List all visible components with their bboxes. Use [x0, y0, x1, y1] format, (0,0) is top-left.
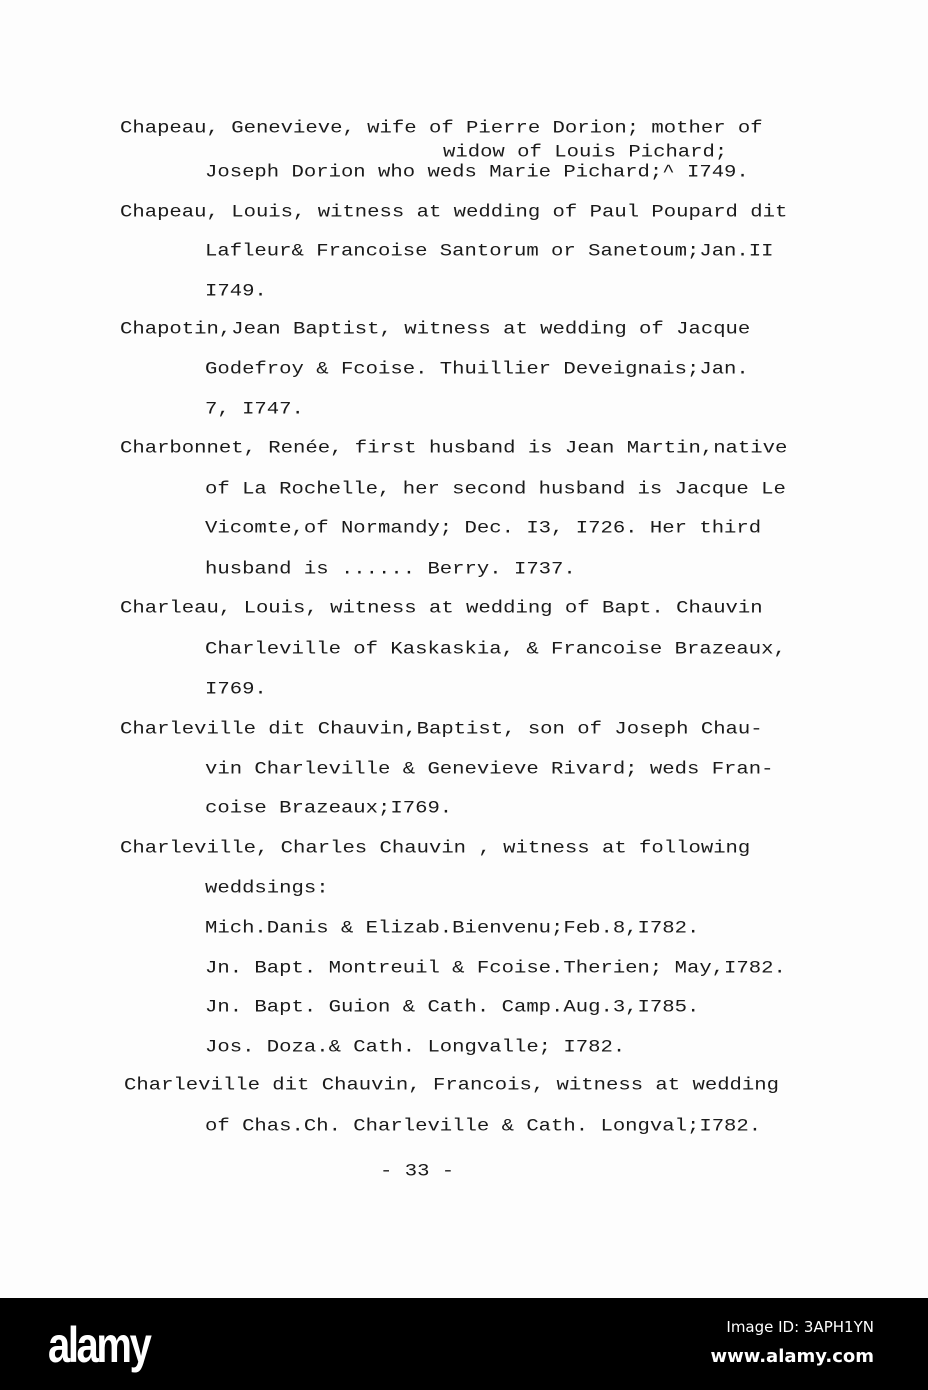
entry-line: of La Rochelle, her second husband is Jacque Le	[205, 479, 786, 500]
entry-line: Joseph Dorion who weds Marie Pichard;^ I749.	[205, 162, 749, 183]
entry-line: vin Charleville & Genevieve Rivard; weds Fran-	[205, 759, 774, 780]
entry-heading-line: Charbonnet, Renée, first husband is Jean Martin,native	[120, 438, 788, 459]
entry-line: of Chas.Ch. Charleville & Cath. Longval;I782.	[205, 1116, 762, 1137]
entry-line: Mich.Danis & Elizab.Bienvenu;Feb.8,I782.	[205, 918, 700, 939]
page-number: - 33 -	[380, 1161, 455, 1182]
entry-heading-line: Chapeau, Louis, witness at wedding of Paul Poupard dit	[120, 202, 788, 223]
entry-heading-line: Charleau, Louis, witness at wedding of Bapt. Chauvin	[120, 598, 763, 619]
entry-line: Jn. Bapt. Montreuil & Fcoise.Therien; May,I782.	[205, 958, 786, 979]
entry-line: Lafleur& Francoise Santorum or Sanetoum;Jan.II	[205, 241, 774, 262]
entry-heading-line: Charleville dit Chauvin,Baptist, son of Joseph Chau-	[120, 719, 763, 740]
entry-line: I749.	[205, 281, 267, 302]
entry-heading-line: Charleville dit Chauvin, Francois, witness at wedding	[124, 1075, 779, 1096]
image-id: Image ID: 3APH1YN	[726, 1318, 874, 1336]
entry-line: Godefroy & Fcoise. Thuillier Deveignais;Jan.	[205, 359, 749, 380]
entry-line: coise Brazeaux;I769.	[205, 798, 453, 819]
entry-heading-line: Charleville, Charles Chauvin , witness at following	[120, 838, 751, 859]
site-url: www.alamy.com	[710, 1346, 874, 1367]
entry-line: Charleville of Kaskaskia, & Francoise Brazeaux,	[205, 639, 786, 660]
entry-line: I769.	[205, 679, 267, 700]
entry-line: weddsings:	[205, 878, 329, 899]
entry-line: widow of Louis Pichard;	[443, 142, 728, 163]
entry-line: Vicomte,of Normandy; Dec. I3, I726. Her third	[205, 518, 762, 539]
entry-heading-line: Chapeau, Genevieve, wife of Pierre Dorion; mother of	[120, 118, 763, 139]
entry-line: Jn. Bapt. Guion & Cath. Camp.Aug.3,I785.	[205, 997, 700, 1018]
entry-line: husband is ...... Berry. I737.	[205, 559, 576, 580]
entry-line: Jos. Doza.& Cath. Longvalle; I782.	[205, 1037, 626, 1058]
entry-heading-line: Chapotin,Jean Baptist, witness at wedding of Jacque	[120, 319, 751, 340]
watermark-bar	[0, 1298, 928, 1390]
alamy-logo: alamy	[48, 1317, 150, 1373]
entry-line: 7, I747.	[205, 399, 304, 420]
